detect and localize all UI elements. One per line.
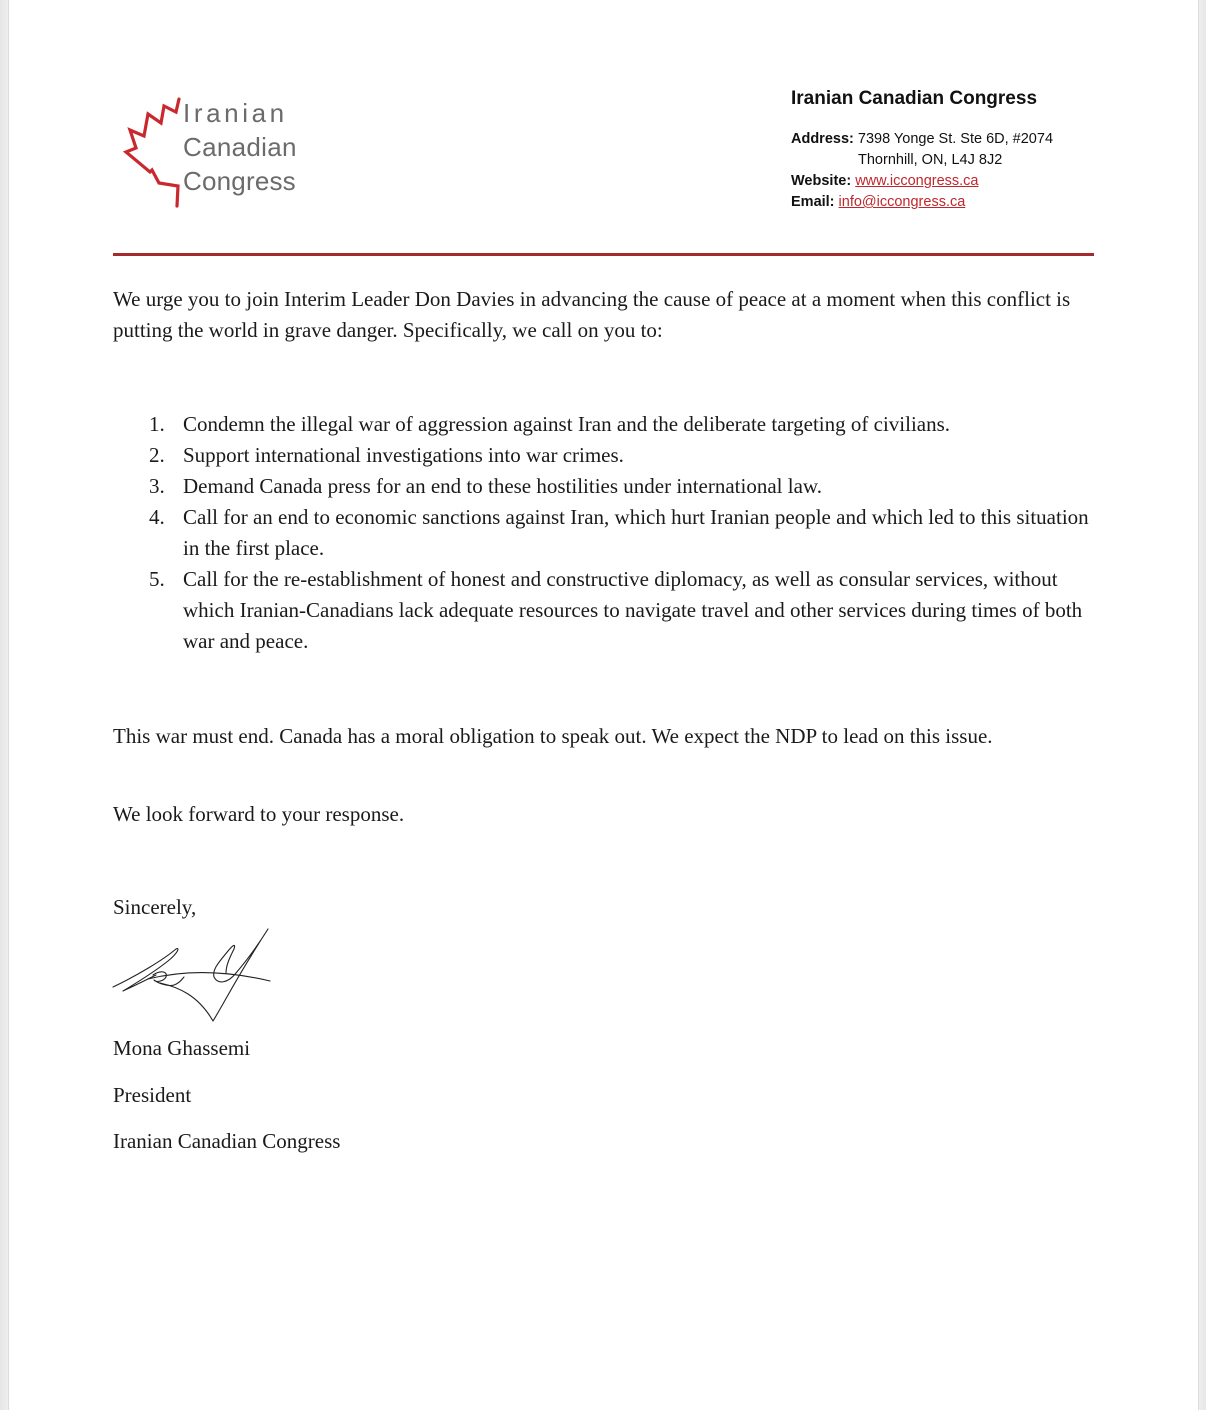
signer-name: Mona Ghassemi [113, 1036, 251, 1060]
email-link[interactable]: info@iccongress.ca [838, 194, 966, 210]
address-label: Address: [791, 131, 854, 147]
org-name: Iranian Canadian Congress [791, 88, 1038, 109]
letterhead-contact [791, 86, 1053, 213]
address-line-2: Thornhill, ON, L4J 8J2 [858, 152, 1003, 168]
logo-line-1: Iranian [183, 98, 288, 128]
demand-text: Condemn the illegal war of aggression against Iran and the deliberate targeting of civilians. [183, 412, 951, 436]
closing-paragraph: This war must end. Canada has a moral obligation to speak out. We expect the NDP to lead on this issue. [113, 724, 993, 748]
email-label: Email: [791, 194, 835, 210]
demand-text: Call for an end to economic sanctions against Iran, which hurt Iranian people and which led to this situation in the first place. [183, 505, 1089, 560]
demand-text: Support international investigations into war crimes. [183, 443, 624, 467]
demands-list [113, 409, 1098, 657]
address-line-1 [791, 129, 1053, 150]
address-value: 7398 Yonge St. Ste 6D, #2074 [857, 131, 1054, 147]
website-line [791, 171, 1053, 192]
logo-line-3: Congress [183, 166, 296, 196]
salutation: Sincerely, [113, 895, 197, 919]
website-label: Website: [791, 173, 852, 189]
organization-logo [122, 96, 312, 208]
demand-number: 3. [149, 474, 165, 498]
intro-paragraph: We urge you to join Interim Leader Don Davies in advancing the cause of peace at a moment when this conflict is putting the world in grave danger. Specifically, we call on you to: [113, 287, 1071, 342]
demand-number: 1. [149, 412, 165, 436]
demand-item [113, 440, 1098, 471]
logo-wordmark [183, 96, 297, 198]
demand-item [113, 502, 1098, 564]
demand-text: Call for the re-establishment of honest and constructive diplomacy, as well as consular services, without which Iranian-Canadians lack adequate resources to navigate travel and other services during times of both war and peace. [183, 567, 1083, 653]
demand-number: 5. [149, 567, 165, 591]
letterhead-divider [113, 253, 1094, 256]
website-link[interactable]: www.iccongress.ca [855, 173, 979, 189]
demand-item [113, 564, 1098, 657]
page-edge-right [1198, 0, 1206, 1410]
logo-line-2: Canadian [183, 132, 297, 162]
demand-number: 4. [149, 505, 165, 529]
demand-number: 2. [149, 443, 165, 467]
forward-paragraph: We look forward to your response. [113, 802, 405, 826]
demand-item [113, 471, 1098, 502]
maple-leaf-half-icon [122, 96, 184, 208]
demand-text: Demand Canada press for an end to these hostilities under international law. [183, 474, 822, 498]
signer-organization: Iranian Canadian Congress [113, 1129, 341, 1153]
handwritten-signature-icon [108, 925, 278, 1027]
email-line [791, 192, 1053, 213]
page-edge-left [0, 0, 9, 1410]
demand-item [113, 409, 1098, 440]
signer-title: President [113, 1083, 192, 1107]
